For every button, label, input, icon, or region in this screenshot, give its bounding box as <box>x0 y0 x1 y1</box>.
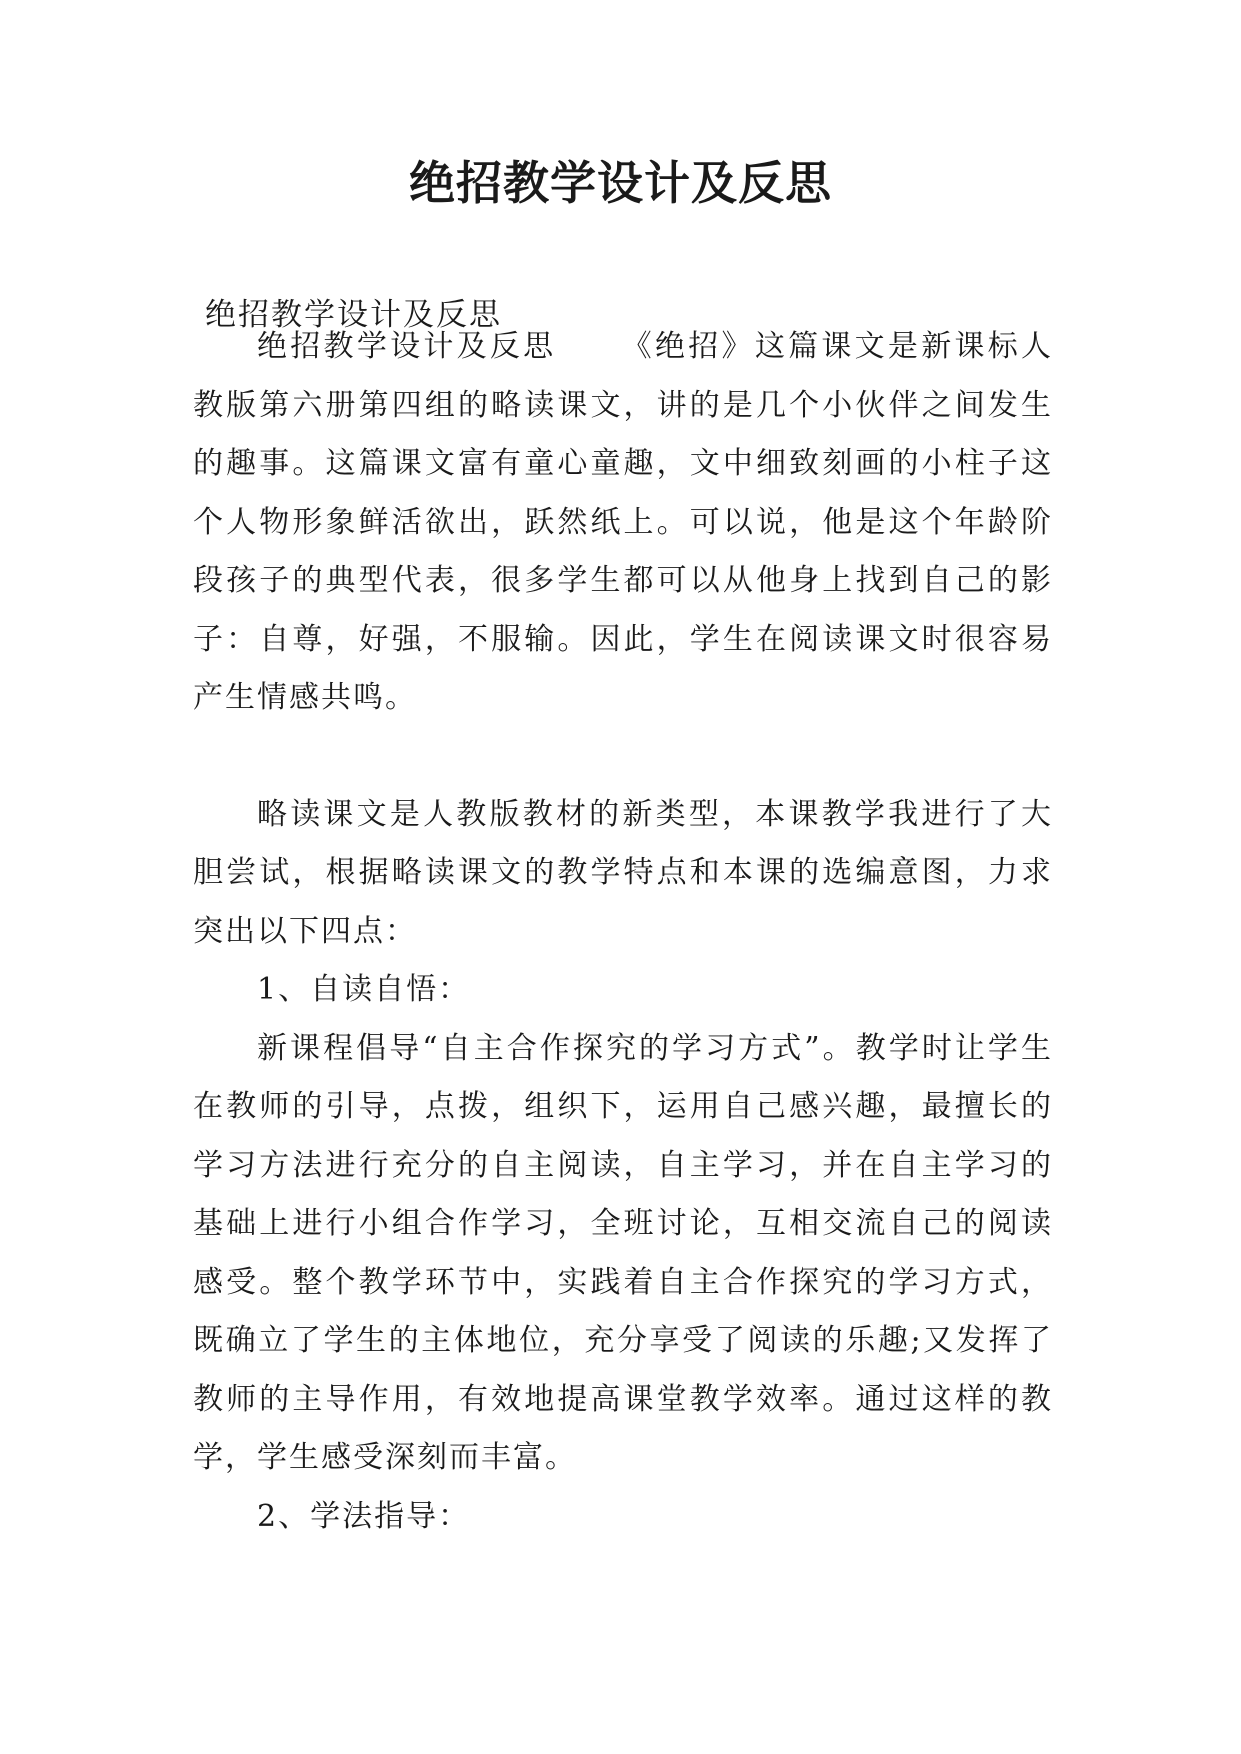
paragraph-intro-text: 《绝招》这篇课文是新课标人教版第六册第四组的略读课文，讲的是几个小伙伴之间发生的趣事。这篇课文富有童心童趣，文中细致刻画的小柱子这个人物形象鲜活欲出，跃然纸上。可以说，他是这个年龄阶段孩子的典型代表，很多学生都可以从他身上找到自己的影子：自尊，好强，不服输。因此，学生在阅读课文时很容易产生情感共鸣。 <box>193 329 1054 715</box>
paragraph-intro-lead: 绝招教学设计及反思 <box>257 329 557 364</box>
document-body <box>193 318 1053 1546</box>
paragraph-spacer <box>193 728 1053 786</box>
document-title: 绝招教学设计及反思 <box>409 156 832 210</box>
paragraph-self-reading: 新课程倡导“自主合作探究的学习方式”。教学时让学生在教师的引导，点拨，组织下，运用自己感兴趣，最擅长的学习方法进行充分的自主阅读，自主学习，并在自主学习的基础上进行小组合作学习，全班讨论，互相交流自己的阅读感受。整个教学环节中，实践着自主合作探究的学习方式，既确立了学生的主体地位，充分享受了阅读的乐趣;又发挥了教师的主导作用，有效地提高课堂教学效率。通过这样的教学，学生感受深刻而丰富。 <box>193 1030 1053 1475</box>
paragraph-heading-2: 2、学法指导： <box>257 1498 471 1534</box>
paragraph-intro <box>193 318 1053 728</box>
paragraph-heading-1: 1、自读自悟： <box>257 972 471 1007</box>
paragraph-overview: 略读课文是人教版教材的新类型，本课教学我进行了大胆尝试，根据略读课文的教学特点和本课的选编意图，力求突出以下四点： <box>193 796 1053 949</box>
document-subtitle: 绝招教学设计及反思 <box>205 297 502 333</box>
